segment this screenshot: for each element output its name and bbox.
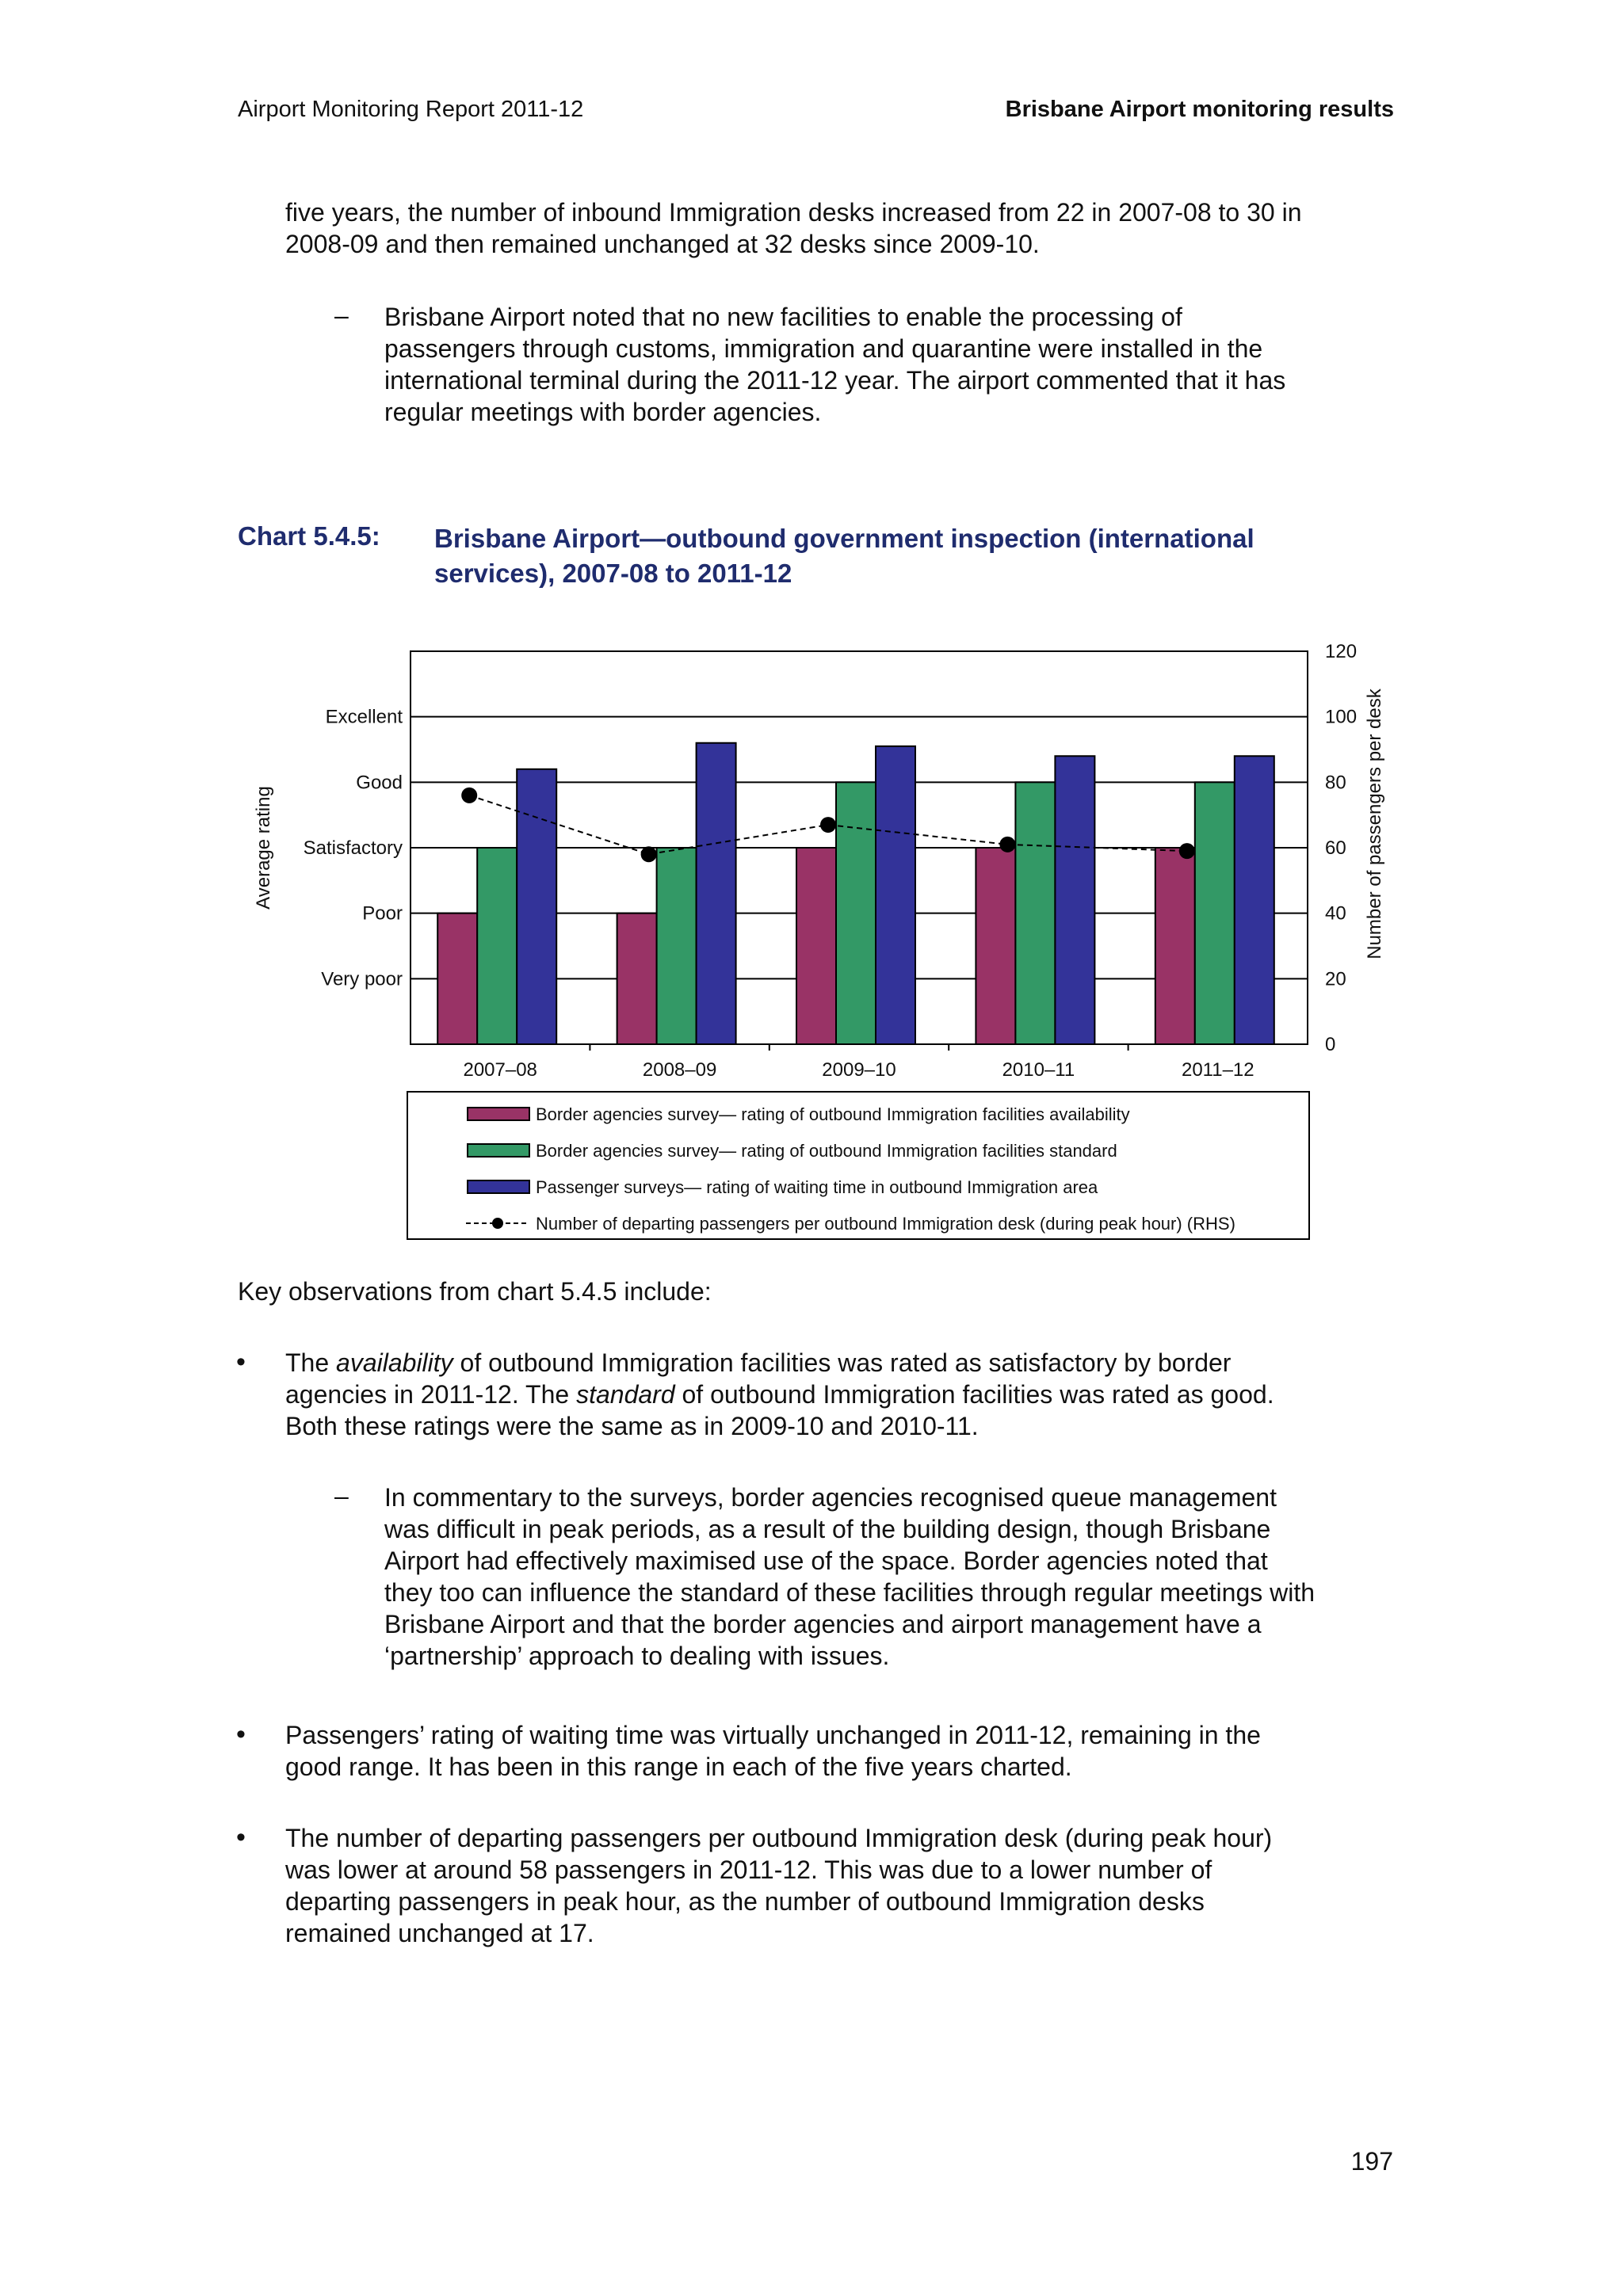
chart-caption-line: services), 2007-08 to 2011-12 [434,559,792,588]
intro-line: 2008-09 and then remained unchanged at 32 desks since 2009-10. [285,230,1040,258]
line-point [1179,843,1195,859]
header-report-title: Airport Monitoring Report 2011-12 [238,97,584,122]
line-point [999,837,1015,852]
category-label: 2008–09 [642,1059,717,1081]
bullet1-emphasis: availability [336,1348,453,1377]
intro-line: five years, the number of inbound Immigration desks increased from 22 in 2007-08 to 30 in [285,198,1302,227]
dash-marker: – [334,1482,349,1510]
dash1-line: Brisbane Airport noted that no new facilities to enable the processing of [384,303,1182,331]
left-axis-title: Average rating [253,786,274,910]
bar [477,848,517,1044]
dash1-line: regular meetings with border agencies. [384,398,822,426]
bar [1055,756,1094,1044]
category-label: 2010–11 [1002,1059,1075,1081]
bullet1-text: of outbound Immigration facilities was rated as satisfactory by border [453,1348,1232,1377]
bar [517,769,556,1044]
bullet3-line: remained unchanged at 17. [285,1919,594,1947]
bar [796,848,836,1044]
category-label: 2011–12 [1181,1059,1254,1081]
bar [1015,782,1055,1044]
dash1-line: international terminal during the 2011-12 year. The airport commented that it has [384,366,1286,395]
chart-caption-number: Chart 5.4.5: [238,521,380,551]
bar [1235,756,1274,1044]
dash2-line: In commentary to the surveys, border agencies recognised queue management [384,1483,1277,1512]
legend-label: Number of departing passengers per outbound Immigration desk (during peak hour) (RHS) [536,1214,1235,1234]
chart-caption-line: Brisbane Airport—outbound government inspection (international [434,524,1254,553]
page-number: 197 [1350,2147,1393,2176]
line-point [461,788,477,803]
left-tick-label: Poor [362,902,403,925]
right-tick-label: 40 [1325,902,1346,925]
dash2-line: ‘partnership’ approach to dealing with issues. [384,1642,890,1670]
legend-label: Border agencies survey— rating of outbound Immigration facilities standard [536,1141,1117,1161]
left-tick-label: Satisfactory [303,837,403,859]
legend-swatch [468,1144,529,1157]
bullet3-line: departing passengers in peak hour, as the number of outbound Immigration desks [285,1887,1205,1916]
dash-marker: – [334,301,349,330]
right-tick-label: 100 [1325,706,1358,728]
bar [1195,782,1235,1044]
bullet1-text: The [285,1348,337,1377]
bullet-paragraph-3 [285,1822,1272,1949]
legend-line-marker [492,1218,503,1229]
bullet1-text: agencies in 2011-12. The [285,1380,577,1409]
dash-paragraph-2 [384,1482,1315,1672]
bullet3-line: The number of departing passengers per outbound Immigration desk (during peak hour) [285,1824,1273,1852]
bullet-marker: • [236,1347,246,1377]
right-tick-label: 0 [1325,1034,1336,1055]
bar [437,913,477,1044]
bullet1-text: of outbound Immigration facilities was rated as good. [674,1380,1274,1409]
left-tick-label: Very poor [321,968,403,990]
bullet-paragraph-1 [285,1347,1274,1442]
bullet1-text: Both these ratings were the same as in 2009-10 and 2010-11. [285,1412,979,1440]
left-tick-label: Excellent [325,706,403,728]
bar [1155,848,1195,1044]
legend-swatch [468,1108,529,1120]
bar [976,848,1015,1044]
dash2-line: Brisbane Airport and that the border agencies and airport management have a [384,1610,1262,1638]
right-tick-label: 80 [1325,772,1346,794]
right-tick-label: 20 [1325,968,1346,990]
line-point [820,817,836,833]
bullet2-line: good range. It has been in this range in each of the five years charted. [285,1753,1072,1781]
bar [657,848,697,1044]
bullet-paragraph-2 [285,1719,1261,1783]
right-tick-label: 120 [1325,641,1358,662]
bar [876,746,915,1044]
bullet-marker: • [236,1822,246,1852]
right-axis-title: Number of passengers per desk [1364,688,1385,959]
bar [697,743,736,1044]
bar [617,913,657,1044]
legend-label: Border agencies survey— rating of outbound Immigration facilities availability [536,1104,1130,1124]
bullet1-emphasis: standard [576,1380,675,1409]
category-label: 2007–08 [463,1059,537,1081]
dash2-line: was difficult in peak periods, as a result of the building design, though Brisbane [384,1515,1271,1543]
bar [836,782,876,1044]
bullet-marker: • [236,1719,246,1749]
left-tick-label: Good [356,772,403,794]
header-section-title: Brisbane Airport monitoring results [1005,97,1394,122]
bullet2-line: Passengers’ rating of waiting time was virtually unchanged in 2011-12, remaining in the [285,1721,1261,1749]
category-label: 2009–10 [822,1059,896,1081]
dash2-line: they too can influence the standard of these facilities through regular meetings with [384,1578,1316,1607]
legend-swatch [468,1180,529,1193]
dash2-line: Airport had effectively maximised use of the space. Border agencies noted that [384,1547,1268,1575]
observations-heading: Key observations from chart 5.4.5 include: [238,1277,712,1306]
legend-label: Passenger surveys— rating of waiting time in outbound Immigration area [536,1177,1098,1197]
right-tick-label: 60 [1325,837,1346,859]
bullet3-line: was lower at around 58 passengers in 2011-12. This was due to a lower number of [285,1855,1212,1884]
dash1-line: passengers through customs, immigration and quarantine were installed in the [384,334,1263,363]
line-point [641,846,657,862]
